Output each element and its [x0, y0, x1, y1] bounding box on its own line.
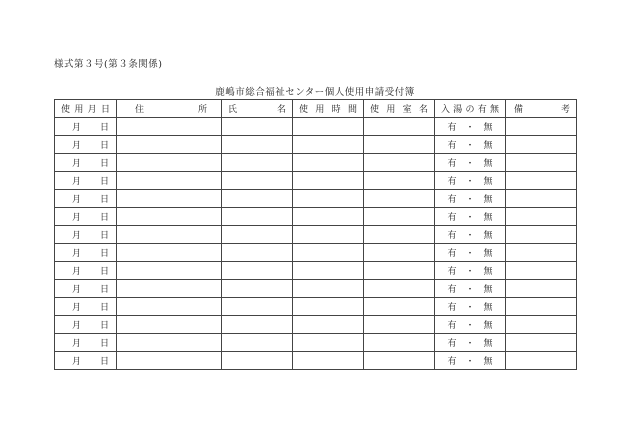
note-cell[interactable] — [506, 298, 577, 316]
month-label: 月 — [71, 285, 81, 295]
room-cell[interactable] — [364, 136, 435, 154]
date-cell[interactable] — [55, 136, 117, 154]
note-cell[interactable] — [506, 334, 577, 352]
time-cell[interactable] — [293, 298, 364, 316]
table-row — [55, 352, 577, 370]
day-label: 日 — [99, 123, 109, 133]
note-cell[interactable] — [506, 244, 577, 262]
day-label: 日 — [99, 231, 109, 241]
date-cell[interactable] — [55, 316, 117, 334]
table-row — [55, 136, 577, 154]
bath-yes-label: 有 — [447, 321, 457, 331]
bath-separator: ・ — [465, 231, 475, 241]
bath-no-label: 無 — [483, 303, 493, 313]
header-name: 氏 名 — [222, 100, 293, 118]
bath-cell[interactable] — [435, 172, 506, 190]
bath-no-label: 無 — [483, 213, 493, 223]
time-cell[interactable] — [293, 280, 364, 298]
table-row — [55, 118, 577, 136]
bath-yes-label: 有 — [447, 267, 457, 277]
time-cell[interactable] — [293, 154, 364, 172]
room-cell[interactable] — [364, 316, 435, 334]
address-cell[interactable] — [117, 244, 222, 262]
table-row — [55, 316, 577, 334]
address-cell[interactable] — [117, 262, 222, 280]
month-label: 月 — [71, 267, 81, 277]
bath-no-label: 無 — [483, 267, 493, 277]
bath-separator: ・ — [465, 285, 475, 295]
header-room: 使 用 室 名 — [364, 100, 435, 118]
room-cell[interactable] — [364, 208, 435, 226]
address-cell[interactable] — [117, 154, 222, 172]
bath-cell[interactable] — [435, 226, 506, 244]
bath-cell[interactable] — [435, 262, 506, 280]
bath-yes-label: 有 — [447, 303, 457, 313]
note-cell[interactable] — [506, 280, 577, 298]
bath-separator: ・ — [465, 267, 475, 277]
room-cell[interactable] — [364, 280, 435, 298]
bath-no-label: 無 — [483, 249, 493, 259]
date-cell[interactable] — [55, 262, 117, 280]
form-number: 様式第３号(第３条関係) — [54, 59, 163, 70]
day-label: 日 — [99, 303, 109, 313]
address-cell[interactable] — [117, 118, 222, 136]
day-label: 日 — [99, 339, 109, 349]
day-label: 日 — [99, 159, 109, 169]
day-label: 日 — [99, 249, 109, 259]
note-cell[interactable] — [506, 262, 577, 280]
bath-no-label: 無 — [483, 357, 493, 367]
bath-no-label: 無 — [483, 285, 493, 295]
header-date: 使 用 月 日 — [55, 100, 117, 118]
name-cell[interactable] — [222, 334, 293, 352]
bath-yes-label: 有 — [447, 249, 457, 259]
header-bath: 入 湯 の 有 無 — [435, 100, 506, 118]
room-cell[interactable] — [364, 226, 435, 244]
date-cell[interactable] — [55, 226, 117, 244]
bath-separator: ・ — [465, 123, 475, 133]
bath-separator: ・ — [465, 249, 475, 259]
bath-cell[interactable] — [435, 190, 506, 208]
bath-separator: ・ — [465, 321, 475, 331]
date-cell[interactable] — [55, 208, 117, 226]
table-row — [55, 172, 577, 190]
bath-no-label: 無 — [483, 159, 493, 169]
bath-cell[interactable] — [435, 352, 506, 370]
address-cell[interactable] — [117, 298, 222, 316]
bath-separator: ・ — [465, 195, 475, 205]
name-cell[interactable] — [222, 298, 293, 316]
month-label: 月 — [71, 195, 81, 205]
note-cell[interactable] — [506, 172, 577, 190]
date-cell[interactable] — [55, 154, 117, 172]
room-cell[interactable] — [364, 334, 435, 352]
time-cell[interactable] — [293, 262, 364, 280]
day-label: 日 — [99, 321, 109, 331]
bath-cell[interactable] — [435, 244, 506, 262]
date-cell[interactable] — [55, 172, 117, 190]
bath-yes-label: 有 — [447, 285, 457, 295]
time-cell[interactable] — [293, 136, 364, 154]
month-label: 月 — [71, 303, 81, 313]
register-table — [54, 99, 577, 370]
name-cell[interactable] — [222, 208, 293, 226]
name-cell[interactable] — [222, 244, 293, 262]
table-row — [55, 298, 577, 316]
name-cell[interactable] — [222, 118, 293, 136]
name-cell[interactable] — [222, 352, 293, 370]
room-cell[interactable] — [364, 118, 435, 136]
month-label: 月 — [71, 141, 81, 151]
address-cell[interactable] — [117, 352, 222, 370]
bath-yes-label: 有 — [447, 177, 457, 187]
bath-cell[interactable] — [435, 298, 506, 316]
room-cell[interactable] — [364, 154, 435, 172]
bath-no-label: 無 — [483, 123, 493, 133]
bath-yes-label: 有 — [447, 141, 457, 151]
month-label: 月 — [71, 249, 81, 259]
day-label: 日 — [99, 357, 109, 367]
bath-yes-label: 有 — [447, 231, 457, 241]
address-cell[interactable] — [117, 172, 222, 190]
bath-separator: ・ — [465, 213, 475, 223]
date-cell[interactable] — [55, 190, 117, 208]
address-cell[interactable] — [117, 136, 222, 154]
address-cell[interactable] — [117, 334, 222, 352]
bath-yes-label: 有 — [447, 213, 457, 223]
bath-yes-label: 有 — [447, 195, 457, 205]
bath-separator: ・ — [465, 339, 475, 349]
name-cell[interactable] — [222, 316, 293, 334]
table-row — [55, 280, 577, 298]
month-label: 月 — [71, 213, 81, 223]
note-cell[interactable] — [506, 118, 577, 136]
bath-cell[interactable] — [435, 208, 506, 226]
name-cell[interactable] — [222, 226, 293, 244]
header-address: 住 所 — [117, 100, 222, 118]
bath-separator: ・ — [465, 159, 475, 169]
bath-yes-label: 有 — [447, 123, 457, 133]
bath-yes-label: 有 — [447, 339, 457, 349]
room-cell[interactable] — [364, 172, 435, 190]
bath-separator: ・ — [465, 177, 475, 187]
address-cell[interactable] — [117, 208, 222, 226]
name-cell[interactable] — [222, 190, 293, 208]
bath-cell[interactable] — [435, 118, 506, 136]
name-cell[interactable] — [222, 172, 293, 190]
time-cell[interactable] — [293, 334, 364, 352]
time-cell[interactable] — [293, 118, 364, 136]
table-row — [55, 154, 577, 172]
address-cell[interactable] — [117, 280, 222, 298]
time-cell[interactable] — [293, 208, 364, 226]
form-title — [0, 84, 630, 98]
address-cell[interactable] — [117, 226, 222, 244]
month-label: 月 — [71, 357, 81, 367]
bath-no-label: 無 — [483, 177, 493, 187]
table-row — [55, 226, 577, 244]
room-cell[interactable] — [364, 262, 435, 280]
bath-no-label: 無 — [483, 141, 493, 151]
month-label: 月 — [71, 321, 81, 331]
note-cell[interactable] — [506, 190, 577, 208]
name-cell[interactable] — [222, 280, 293, 298]
date-cell[interactable] — [55, 244, 117, 262]
bath-no-label: 無 — [483, 321, 493, 331]
note-cell[interactable] — [506, 226, 577, 244]
bath-cell[interactable] — [435, 280, 506, 298]
month-label: 月 — [71, 123, 81, 133]
header-time: 使 用 時 間 — [293, 100, 364, 118]
address-cell[interactable] — [117, 316, 222, 334]
header-note: 備 考 — [506, 100, 577, 118]
bath-cell[interactable] — [435, 154, 506, 172]
bath-no-label: 無 — [483, 195, 493, 205]
time-cell[interactable] — [293, 244, 364, 262]
note-cell[interactable] — [506, 352, 577, 370]
day-label: 日 — [99, 267, 109, 277]
month-label: 月 — [71, 231, 81, 241]
table-row — [55, 334, 577, 352]
month-label: 月 — [71, 339, 81, 349]
date-cell[interactable] — [55, 280, 117, 298]
bath-yes-label: 有 — [447, 357, 457, 367]
bath-separator: ・ — [465, 141, 475, 151]
name-cell[interactable] — [222, 136, 293, 154]
name-cell[interactable] — [222, 154, 293, 172]
month-label: 月 — [71, 159, 81, 169]
address-cell[interactable] — [117, 190, 222, 208]
note-cell[interactable] — [506, 208, 577, 226]
month-label: 月 — [71, 177, 81, 187]
bath-no-label: 無 — [483, 339, 493, 349]
table-row — [55, 190, 577, 208]
form-title-text: 鹿嶋市総合福祉センター個人使用申請受付簿 — [215, 87, 415, 98]
time-cell[interactable] — [293, 316, 364, 334]
room-cell[interactable] — [364, 298, 435, 316]
day-label: 日 — [99, 285, 109, 295]
register-rows — [55, 118, 577, 370]
date-cell[interactable] — [55, 298, 117, 316]
room-cell[interactable] — [364, 244, 435, 262]
date-cell[interactable] — [55, 118, 117, 136]
bath-separator: ・ — [465, 357, 475, 367]
time-cell[interactable] — [293, 226, 364, 244]
time-cell[interactable] — [293, 190, 364, 208]
day-label: 日 — [99, 213, 109, 223]
bath-separator: ・ — [465, 303, 475, 313]
day-label: 日 — [99, 177, 109, 187]
bath-cell[interactable] — [435, 334, 506, 352]
note-cell[interactable] — [506, 154, 577, 172]
time-cell[interactable] — [293, 172, 364, 190]
note-cell[interactable] — [506, 316, 577, 334]
header-row — [55, 100, 577, 118]
day-label: 日 — [99, 141, 109, 151]
bath-cell[interactable] — [435, 136, 506, 154]
date-cell[interactable] — [55, 334, 117, 352]
note-cell[interactable] — [506, 136, 577, 154]
bath-no-label: 無 — [483, 231, 493, 241]
table-row — [55, 262, 577, 280]
bath-yes-label: 有 — [447, 159, 457, 169]
room-cell[interactable] — [364, 352, 435, 370]
day-label: 日 — [99, 195, 109, 205]
date-cell[interactable] — [55, 352, 117, 370]
bath-cell[interactable] — [435, 316, 506, 334]
table-row — [55, 208, 577, 226]
time-cell[interactable] — [293, 352, 364, 370]
room-cell[interactable] — [364, 190, 435, 208]
table-row — [55, 244, 577, 262]
name-cell[interactable] — [222, 262, 293, 280]
